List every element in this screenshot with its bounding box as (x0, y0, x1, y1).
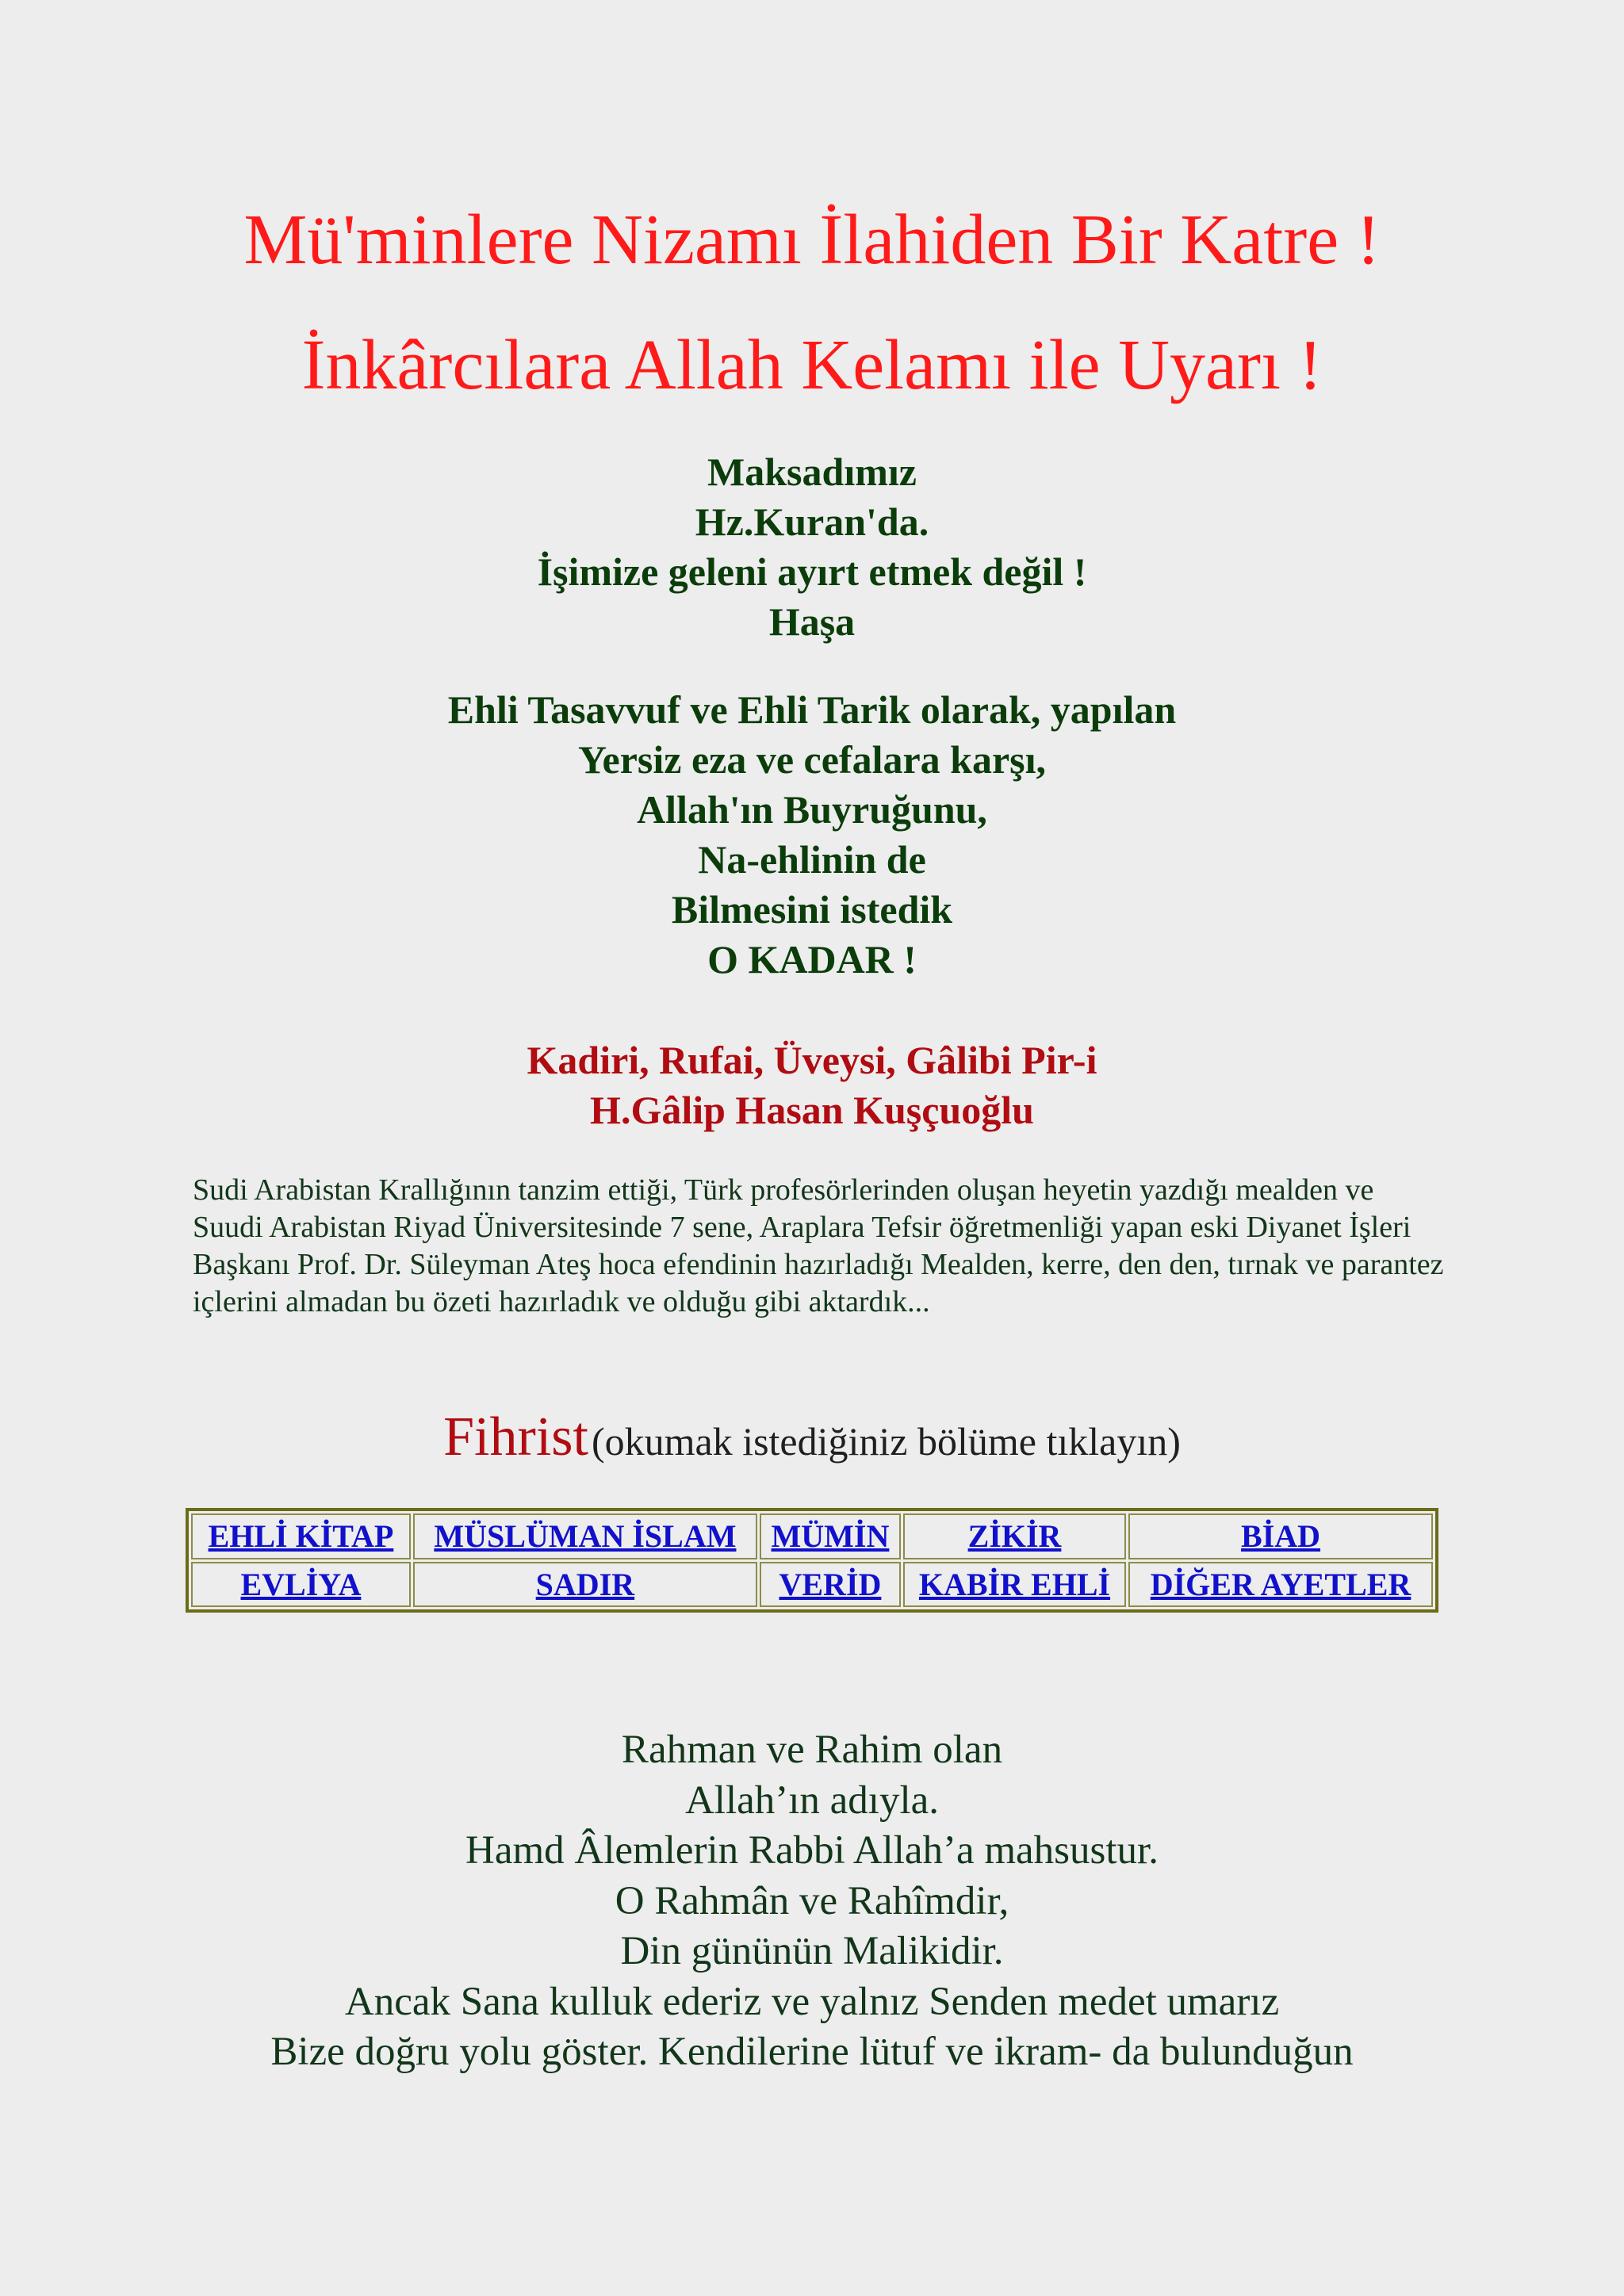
statement-block (0, 685, 1624, 985)
toc-cell (903, 1562, 1126, 1608)
statement-line: Yersiz eza ve cefalara karşı, (577, 737, 1047, 782)
fihrist-heading (0, 1402, 1624, 1487)
toc-link-mumin[interactable]: MÜMİN (771, 1518, 890, 1555)
statement-line: Na-ehlinin de (698, 837, 926, 882)
intro-paragraph: Sudi Arabistan Krallığının tanzim ettiği, Türk profesörlerinden oluşan heyetin yazdığı mealden ve Suudi Arabistan Riyad Üniversitesinde 7 sene, Araplara Tefsir öğretmenliği yapan eski Diyanet İşleri Başkanı Prof. Dr. Süleyman Ateş hoca efendinin hazırladığı Mealden, kerre, den den, tırnak ve parantez içlerini almadan bu özeti hazırladık ve olduğu gibi aktardık... (193, 1173, 1444, 1318)
purpose-line: İşimize geleni ayırt etmek değil ! (537, 549, 1087, 594)
purpose-block (0, 447, 1624, 647)
statement-line: Ehli Tasavvuf ve Ehli Tarik olarak, yapılan (447, 687, 1177, 732)
toc-cell (191, 1513, 411, 1559)
purpose-line: Maksadımız (707, 450, 917, 494)
toc-cell (191, 1562, 411, 1608)
verse-line: Din gününün Malikidir. (620, 1929, 1004, 1973)
author-name: H.Gâlip Hasan Kuşçuoğlu (590, 1088, 1034, 1132)
toc-link-evliya[interactable]: EVLİYA (240, 1566, 362, 1602)
toc-cell (760, 1513, 901, 1559)
fihrist-hint: (okumak istediğiniz bölüme tıklayın) (591, 1419, 1181, 1464)
toc-link-diger-ayetler[interactable]: DİĞER AYETLER (1150, 1566, 1411, 1602)
verses-block (0, 1725, 1624, 2078)
toc-cell (760, 1562, 901, 1608)
toc-cell (413, 1513, 757, 1559)
main-title: Mü'minlere Nizamı İlahiden Bir Katre ! (243, 201, 1381, 279)
verse-line: Ancak Sana kulluk ederiz ve yalnız Senden medet umarız (344, 1979, 1280, 2024)
toc-cell (1128, 1562, 1433, 1608)
statement-line: O KADAR ! (707, 937, 917, 982)
purpose-line: Hz.Kuran'da. (695, 499, 929, 544)
toc-link-ehli-kitap[interactable]: EHLİ KİTAP (208, 1518, 394, 1555)
statement-line: Bilmesini istedik (671, 887, 953, 932)
fihrist-title: Fihrist (443, 1406, 588, 1468)
toc-cell (413, 1562, 757, 1608)
verse-line: O Rahmân ve Rahîmdir, (615, 1878, 1009, 1923)
verse-line: Bize doğru yolu göster. Kendilerine lütuf ve ikram- da bulunduğun (270, 2030, 1354, 2074)
toc-cell (1128, 1513, 1433, 1559)
table-of-contents (186, 1508, 1438, 1613)
statement-line: Allah'ın Buyruğunu, (637, 787, 987, 832)
verse-line: Rahman ve Rahim olan (621, 1728, 1003, 1772)
toc-cell (903, 1513, 1126, 1559)
toc-link-zikir[interactable]: ZİKİR (967, 1518, 1062, 1555)
subtitle: İnkârcılara Allah Kelamı ile Uyarı ! (301, 326, 1323, 404)
toc-link-kabir-ehli[interactable]: KABİR EHLİ (918, 1566, 1111, 1602)
toc-link-verid[interactable]: VERİD (779, 1566, 882, 1602)
toc-link-biad[interactable]: BİAD (1241, 1518, 1321, 1555)
table-row (191, 1513, 1433, 1559)
purpose-line: Haşa (768, 599, 856, 644)
author-block (0, 1035, 1624, 1135)
verse-line: Hamd Âlemlerin Rabbi Allah’a mahsustur. (465, 1828, 1159, 1873)
author-line: Kadiri, Rufai, Üveysi, Gâlibi Pir-i (527, 1038, 1097, 1082)
table-row (191, 1562, 1433, 1608)
toc-link-musluman-islam[interactable]: MÜSLÜMAN İSLAM (434, 1518, 737, 1555)
toc-link-sadir[interactable]: SADIR (535, 1566, 635, 1602)
verse-line: Allah’ın adıyla. (684, 1777, 940, 1823)
